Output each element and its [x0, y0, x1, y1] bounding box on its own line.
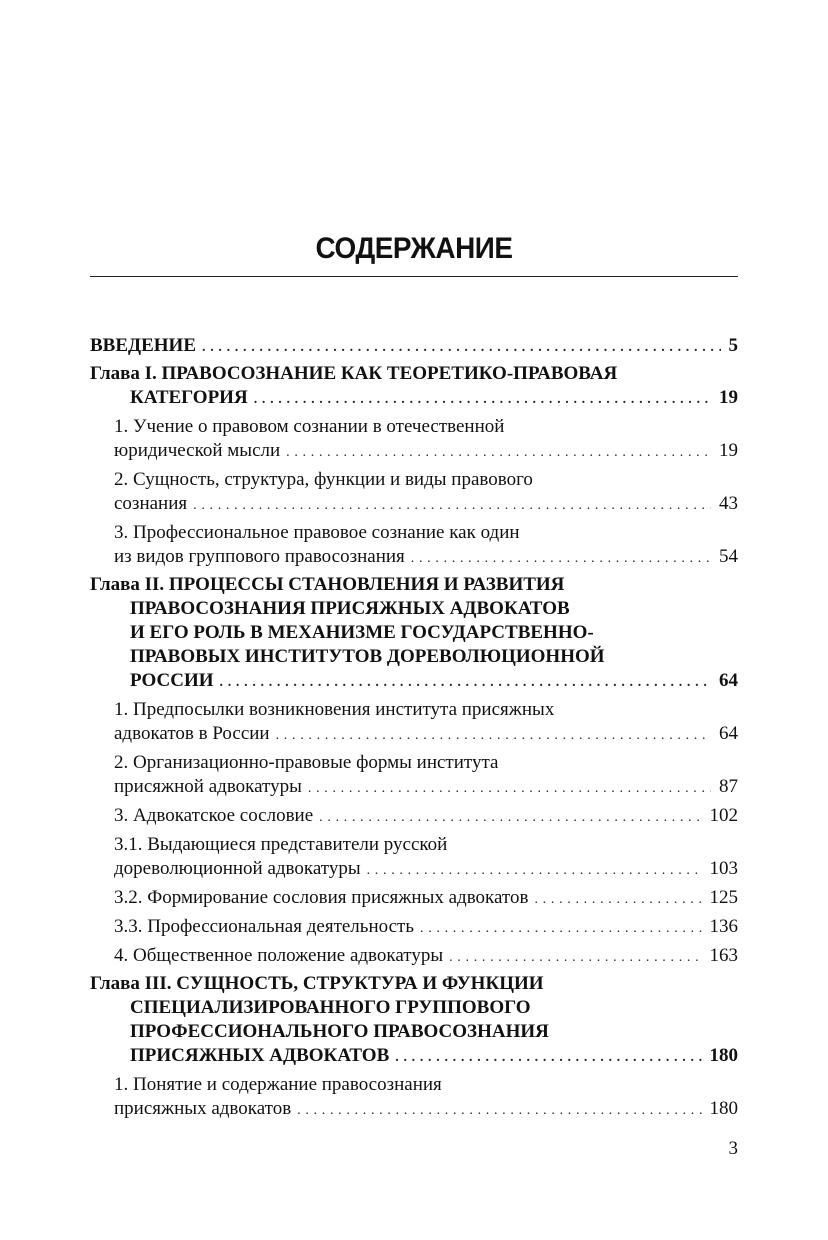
toc-entry-intro[interactable] [90, 334, 738, 358]
toc-page-number: 43 [711, 492, 738, 516]
toc-entry-title: 3.3. Профессиональная деятельность [114, 916, 414, 937]
toc-entry-title: ВВЕДЕНИЕ [90, 335, 196, 356]
toc-entry-title-cont: ПРАВОСОЗНАНИЯ ПРИСЯЖНЫХ АДВОКАТОВ [130, 598, 570, 619]
toc-entry-title: 2. Организационно-правовые формы института [114, 752, 499, 773]
toc-entry-1-3[interactable] [90, 521, 738, 569]
toc-page-number: 180 [702, 1097, 739, 1121]
toc-entry-2-3-2[interactable] [90, 886, 738, 910]
toc-entry-title-cont: И ЕГО РОЛЬ В МЕХАНИЗМЕ ГОСУДАРСТВЕННО- [130, 622, 594, 643]
toc-entry-2-3-1[interactable] [90, 833, 738, 881]
toc-entry-title: Глава II. ПРОЦЕССЫ СТАНОВЛЕНИЯ И РАЗВИТИЯ [90, 574, 565, 595]
toc-entry-title: 3. Адвокатское сословие [114, 805, 314, 826]
toc-entry-title-cont: РОССИИ [130, 670, 214, 691]
toc-page-number: 125 [702, 886, 739, 910]
toc-page-number: 180 [702, 1044, 739, 1068]
toc-page-number: 19 [711, 439, 738, 463]
page-title: СОДЕРЖАНИЕ [315, 232, 513, 265]
toc-entry-title: Глава III. СУЩНОСТЬ, СТРУКТУРА И ФУНКЦИИ [90, 973, 544, 994]
toc-entry-title: 1. Понятие и содержание правосознания [114, 1074, 442, 1095]
toc-entry-title: 4. Общественное положение адвокатуры [114, 945, 444, 966]
toc-page-number: 163 [702, 944, 739, 968]
toc-entry-title-cont: присяжных адвокатов [114, 1098, 292, 1119]
toc-page-number: 64 [711, 669, 738, 693]
toc-entry-title: Глава I. ПРАВОСОЗНАНИЕ КАК ТЕОРЕТИКО-ПРАВОВАЯ [90, 363, 618, 384]
toc-entry-title-cont: сознания [114, 493, 188, 514]
toc-entry-2-1[interactable] [90, 698, 738, 746]
toc-entry-2-4[interactable] [90, 944, 738, 968]
toc-entry-title-cont: из видов группового правосознания [114, 546, 405, 567]
toc-entry-2-3[interactable] [90, 804, 738, 828]
toc-page-number: 102 [702, 804, 739, 828]
toc-entry-title-cont: ПРОФЕССИОНАЛЬНОГО ПРАВОСОЗНАНИЯ [130, 1021, 549, 1042]
toc-entry-title: 1. Учение о правовом сознании в отечественной [114, 416, 505, 437]
toc-page-number: 64 [711, 722, 738, 746]
title-divider [90, 276, 738, 277]
toc-entry-title: 3.1. Выдающиеся представители русской [114, 834, 448, 855]
table-of-contents [90, 334, 738, 1121]
toc-entry-title-cont: адвокатов в России [114, 723, 270, 744]
toc-entry-3-1[interactable] [90, 1073, 738, 1121]
toc-page-number: 136 [702, 915, 739, 939]
toc-entry-chapter-1[interactable] [90, 362, 738, 410]
toc-page-number: 87 [711, 775, 738, 799]
toc-entry-title-cont: присяжной адвокатуры [114, 776, 302, 797]
toc-entry-chapter-2[interactable] [90, 573, 738, 693]
toc-entry-title: 3.2. Формирование сословия присяжных адвокатов [114, 887, 529, 908]
toc-entry-2-2[interactable] [90, 751, 738, 799]
toc-entry-title-cont: ПРАВОВЫХ ИНСТИТУТОВ ДОРЕВОЛЮЦИОННОЙ [130, 646, 605, 667]
toc-entry-title: 3. Профессиональное правовое сознание как один [114, 522, 520, 543]
toc-page-number: 19 [711, 386, 738, 410]
toc-entry-title-cont: КАТЕГОРИЯ [130, 387, 248, 408]
toc-entry-2-3-3[interactable] [90, 915, 738, 939]
toc-entry-title-cont: СПЕЦИАЛИЗИРОВАННОГО ГРУППОВОГО [130, 997, 531, 1018]
toc-entry-title-cont: юридической мысли [114, 440, 281, 461]
toc-entry-title: 1. Предпосылки возникновения института присяжных [114, 699, 555, 720]
toc-entry-title-cont: дореволюционной адвокатуры [114, 858, 361, 879]
toc-page-number: 103 [702, 857, 739, 881]
toc-page-number: 54 [711, 545, 738, 569]
toc-entry-chapter-3[interactable] [90, 972, 738, 1068]
toc-entry-title: 2. Сущность, структура, функции и виды правового [114, 469, 533, 490]
toc-entry-title-cont: ПРИСЯЖНЫХ АДВОКАТОВ [130, 1045, 390, 1066]
toc-entry-1-2[interactable] [90, 468, 738, 516]
page-number: 3 [728, 1138, 738, 1159]
toc-page-number: 5 [721, 334, 739, 358]
toc-entry-1-1[interactable] [90, 415, 738, 463]
